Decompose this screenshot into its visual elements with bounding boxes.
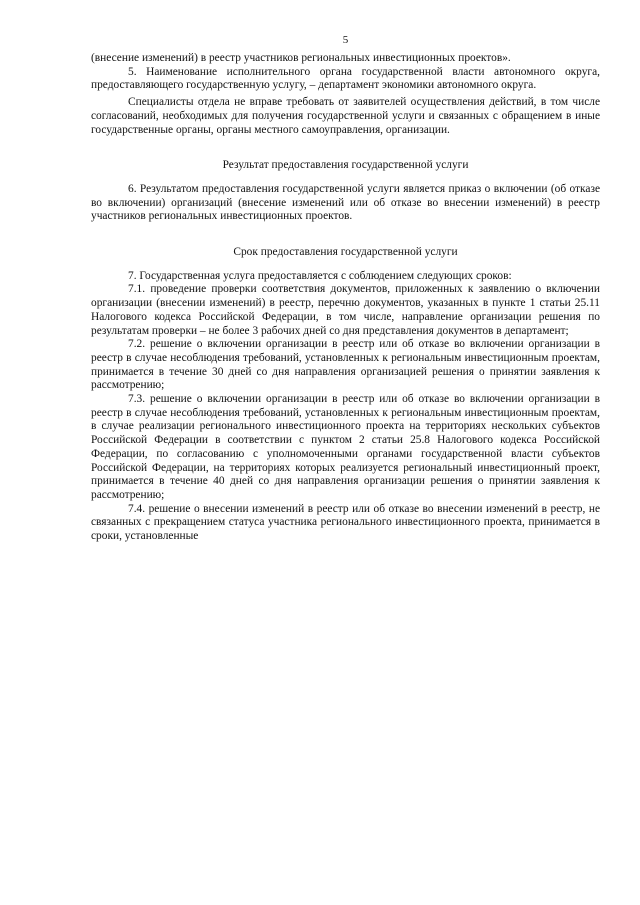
page-number: 5 [342, 34, 349, 46]
section-heading-result: Результат предоставления государственной услуги [222, 159, 469, 172]
paragraph-item-7-2: 7.2. решение о включении организации в реестр или об отказе во включении организации в реестр в случае несоблюдения требований, установленных к региональным инвестиционным проектам, принимается в течение 30 дней со дня направления организацией решения о принятии заявления к рассмотрению; [91, 338, 600, 392]
paragraph-item-6: 6. Результатом предоставления государственной услуги является приказ о включении (об отказе во включении) организаций (внесение изменений или об отказе во внесении изменений) в реестр участников региональных инвестиционных проектов. [91, 182, 600, 223]
paragraph-item-7-1: 7.1. проведение проверки соответствия документов, приложенных к заявлению о включении организации (внесении изменений) в реестр, перечню документов, указанных в пункте 1 статьи 25.11 Налогового кодекса Российской Федерации, в том числе, направление организации решения по результатам проверки – не более 3 рабочих дней со дня представления документов в департамент; [91, 283, 600, 337]
paragraph-continuation: (внесение изменений) в реестр участников региональных инвестиционных проектов». [91, 52, 511, 64]
paragraph-item-7-3: 7.3. решение о включении организации в реестр или об отказе во включении организации в реестр в случае несоблюдения требований, установленных к региональным инвестиционным проектам, в случае реализации регионального инвестиционного проекта на территориях нескольких субъектов Российской Федерации в соответствии с пунктом 2 статьи 25.8 Налогового кодекса Российской Федерации, по согласованию с уполномоченными органами государственной власти субъектов Российской Федерации, на территориях которых реализуется региональный инвестиционный проект, принимается в течение 40 дней со дня направления организации решения о принятии заявления к рассмотрению; [91, 393, 600, 501]
paragraph-item-5: 5. Наименование исполнительного органа государственной власти автономного округа, предоставляющего государственную услугу, – департамент экономики автономного округа. [91, 65, 600, 92]
paragraph-item-7: 7. Государственная услуга предоставляется с соблюдением следующих сроков: [128, 269, 512, 282]
paragraph-specialists: Специалисты отдела не вправе требовать от заявителей осуществления действий, в том числе согласований, необходимых для получения государственной услуги и связанных с обращением в иные государственные органы, органы местного самоуправления, организации. [91, 96, 600, 136]
section-heading-term: Срок предоставления государственной услуги [233, 246, 458, 259]
paragraph-item-7-4: 7.4. решение о внесении изменений в реестр или об отказе во внесении изменений в реестр, не связанных с прекращением статуса участника регионального инвестиционного проекта, принимается в сроки, установленные [91, 502, 600, 543]
